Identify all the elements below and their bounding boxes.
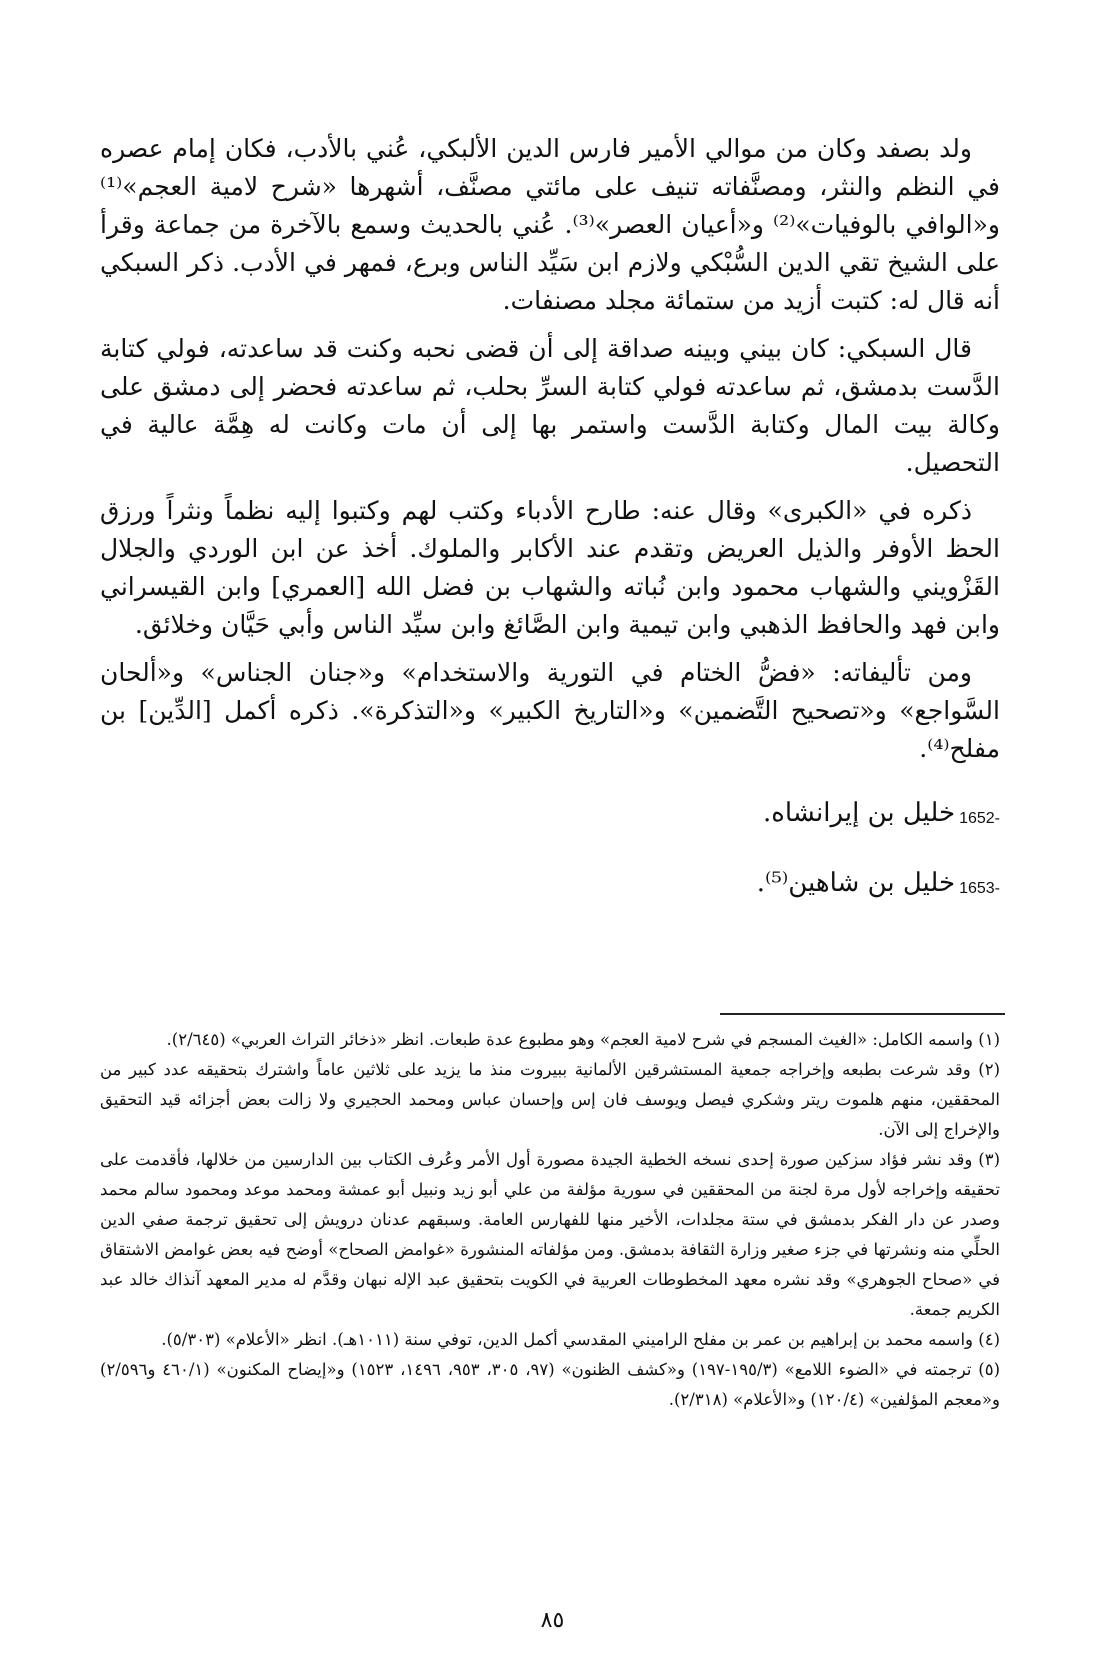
entry-title: خليل بن إيرانشاه. (763, 798, 956, 828)
biography-entry (100, 864, 1000, 908)
footnote: (٢) وقد شرعت بطبعه وإخراجه جمعية المستشرقين الألمانية ببيروت منذ ما يزيد على ثلاثين عاماً واشترك بتحقيقه عدد كبير من المحققين، منهم هلموت ريتر وشكري فيصل ويوسف فان إس وإحسان عباس ومحمد الحجيري ولا زالت بعض أجزائه قيد التحقيق والإخراج إلى الآن. (100, 1060, 1000, 1139)
paragraph: ذكره في «الكبرى» وقال عنه: طارح الأدباء وكتب لهم وكتبوا إليه نظماً ونثراً ورزق الحظ الأوفر والذيل العريض وتقدم عند الأكابر والملوك. أخذ عن ابن الوردي والجلال القَزْويني والشهاب محمود وابن نُباته والشهاب بن فضل الله [العمري] وابن القيسراني وابن فهد والحافظ الذهبي وابن تيمية وابن الصَّائغ وابن سيِّد الناس وأبي حَيَّان وخلائق. (100, 496, 1000, 639)
paragraph: قال السبكي: كان بيني وبينه صداقة إلى أن قضى نحبه وكنت قد ساعدته، فولي كتابة الدَّست بدمشق، ثم ساعدته فولي كتابة السرِّ بحلب، ثم ساعدته فحضر إلى دمشق على وكالة بيت المال وكتابة الدَّست واستمر بها إلى أن مات وكانت له هِمَّة عالية في التحصيل. (100, 334, 1000, 477)
biography-entry (100, 794, 1000, 838)
entry-title: خليل بن شاهين⁽⁵⁾. (756, 868, 956, 898)
footnote: (٤) واسمه محمد بن إبراهيم بن عمر بن مفلح الراميني المقدسي أكمل الدين، توفي سنة (١٠١١هـ). انظر «الأعلام» (٥/٣٠٣). (161, 1330, 1000, 1349)
footnote: (٣) وقد نشر فؤاد سزكين صورة إحدى نسخه الخطية الجيدة مصورة أول الأمر وعُرف الكتاب بين الدارسين من خلالها، فأقدمت على تحقيقه وإخراجه لأول مرة لجنة من المحققين في سورية مؤلفة من علي أبو زيد ونبيل أبو عمشة ومحمد موعد ومحمود سالم محمد وصدر عن دار الفكر بدمشق في ستة مجلدات، الأخير منها للفهارس العامة. وسبقهم عدنان درويش إلى تحقيق ترجمة صفي الدين الحلِّي منه ونشرتها في جزء صغير وزارة الثقافة بدمشق. ومن مؤلفاته المنشورة «غوامض الصحاح» أوضح فيه بعض غوامض الاشتقاق في «صحاح الجوهري» وقد نشره معهد المخطوطات العربية في الكويت بتحقيق عبد الإله نبهان وقدَّم له مدير المعهد آنذاك خالد عبد الكريم جمعة. (100, 1150, 1000, 1319)
paragraph: ولد بصفد وكان من موالي الأمير فارس الدين الألبكي، عُني بالأدب، فكان إمام عصره في النظم والنثر، ومصنَّفاته تنيف على مائتي مصنَّف، أشهرها «شرح لامية العجم»⁽¹⁾ و«الوافي بالوفيات»⁽²⁾ و«أعيان العصر»⁽³⁾. عُني بالحديث وسمع بالآخرة من جماعة وقرأ على الشيخ تقي الدين السُّبْكي ولازم ابن سَيِّد الناس وبرع، فمهر في الأدب. ذكر السبكي أنه قال له: كتبت أزيد من ستمائة مجلد مصنفات. (100, 134, 1000, 315)
paragraph: ومن تأليفاته: «فضُّ الختام في التورية والاستخدام» و«جنان الجناس» و«ألحان السَّواجع» و«تصحيح التَّضمين» و«التاريخ الكبير» و«التذكرة». ذكره أكمل [الدِّين] بن مفلح⁽⁴⁾. (100, 658, 1000, 763)
footnote: (٥) ترجمته في «الضوء اللامع» (١٩٥/٣-١٩٧) و«كشف الظنون» (٩٧، ٣٠٥، ٩٥٣، ١٤٩٦، ١٥٢٣) و«إيضاح المكنون» (٤٦٠/١ و٢/٥٩٦) و«معجم المؤلفين» (١٢٠/٤) و«الأعلام» (٢/٣١٨). (100, 1360, 1001, 1409)
entry-number: 1652- (959, 810, 1000, 827)
entry-number: 1653- (959, 880, 1000, 897)
main-text (100, 130, 1000, 908)
footnote: (١) واسمه الكامل: «الغيث المسجم في شرح لامية العجم» وهو مطبوع عدة طبعات. انظر «ذخائر التراث العربي» (٢/٦٤٥). (166, 1030, 1000, 1049)
footnote-separator (720, 1013, 1005, 1015)
page-number: ٨٥ (540, 1608, 565, 1633)
footnotes (100, 1025, 1000, 1415)
